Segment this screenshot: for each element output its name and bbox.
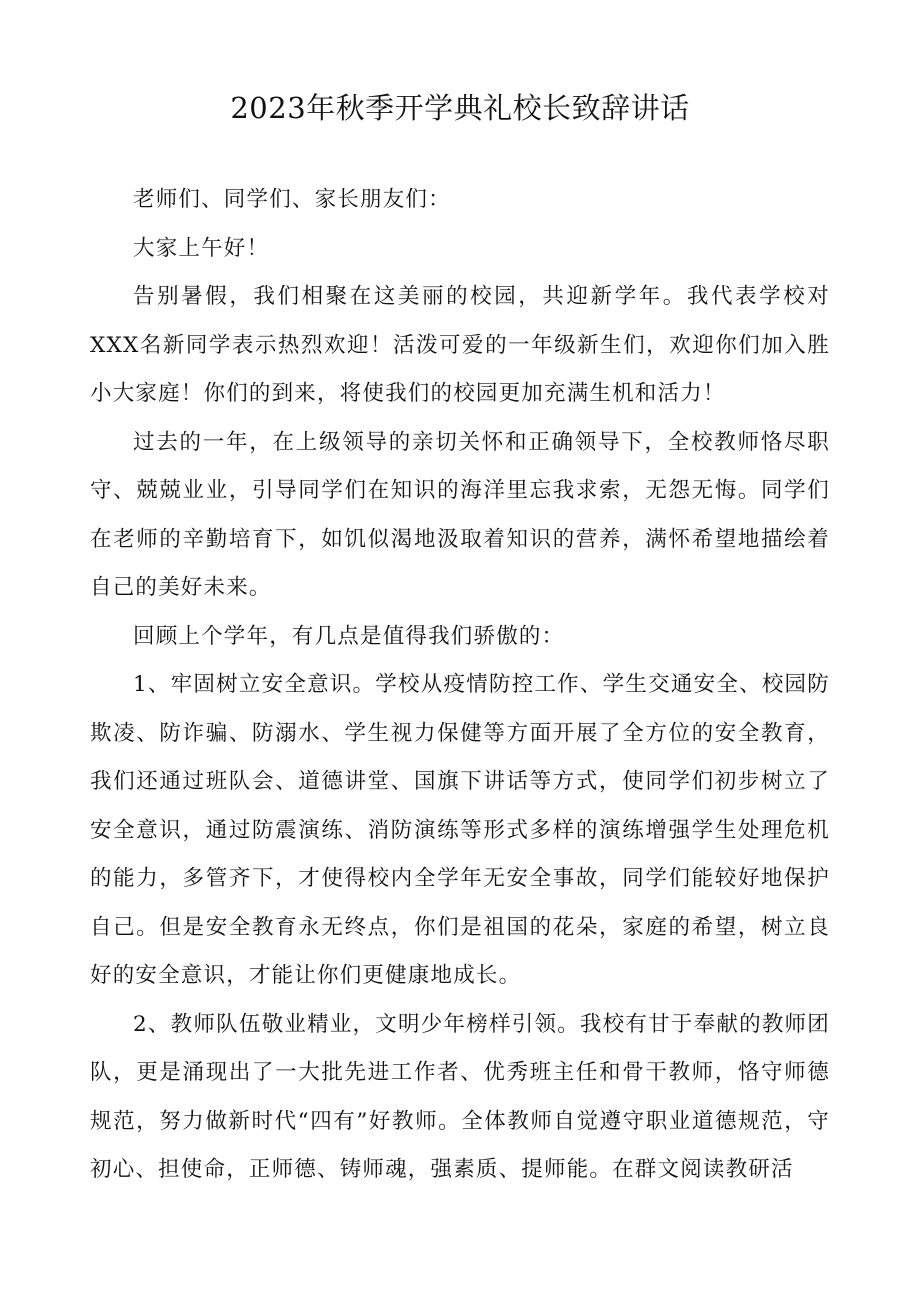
body-paragraph: 回顾上个学年，有几点是值得我们骄傲的： [133,623,565,649]
list-item-paragraph: 2、教师队伍敬业精业，文明少年榜样引领。我校有甘于奉献的教师团队，更是涌现出了一大批先进工作者、优秀班主任和骨干教师，恪守师德规范，努力做新时代“四有”好教师。全体教师自觉遵守职业道德规范，守初心、担使命，正师德、铸师魂，强素质、提师能。在群文阅读教研活 [90,1011,830,1182]
greeting-paragraph: 大家上午好！ [133,235,270,261]
document-title: 2023年秋季开学典礼校长致辞讲话 [230,91,690,125]
body-paragraph: 过去的一年，在上级领导的亲切关怀和正确领导下，全校教师恪尽职守、兢兢业业，引导同学们在知识的海洋里忘我求索，无怨无悔。同学们在老师的辛勤培育下，如饥似渴地汲取着知识的营养，满怀希望地描绘着自己的美好未来。 [90,429,830,600]
salutation-paragraph: 老师们、同学们、家长朋友们： [133,187,451,212]
list-item-paragraph: 1、牢固树立安全意识。学校从疫情防控工作、学生交通安全、校园防欺凌、防诈骗、防溺水、学生视力保健等方面开展了全方位的安全教育，我们还通过班队会、道德讲堂、国旗下讲话等方式，使同学们初步树立了安全意识，通过防震演练、消防演练等形式多样的演练增强学生处理危机的能力，多管齐下，才使得校内全学年无安全事故，同学们能较好地保护自己。但是安全教育永无终点，你们是祖国的花朵，家庭的希望，树立良好的安全意识，才能让你们更健康地成长。 [90,672,830,988]
document-body [90,176,830,1195]
body-paragraph: 告别暑假，我们相聚在这美丽的校园，共迎新学年。我代表学校对XXX名新同学表示热烈欢迎！活泼可爱的一年级新生们，欢迎你们加入胜小大家庭！你们的到来，将使我们的校园更加充满生机和活力！ [90,284,830,406]
